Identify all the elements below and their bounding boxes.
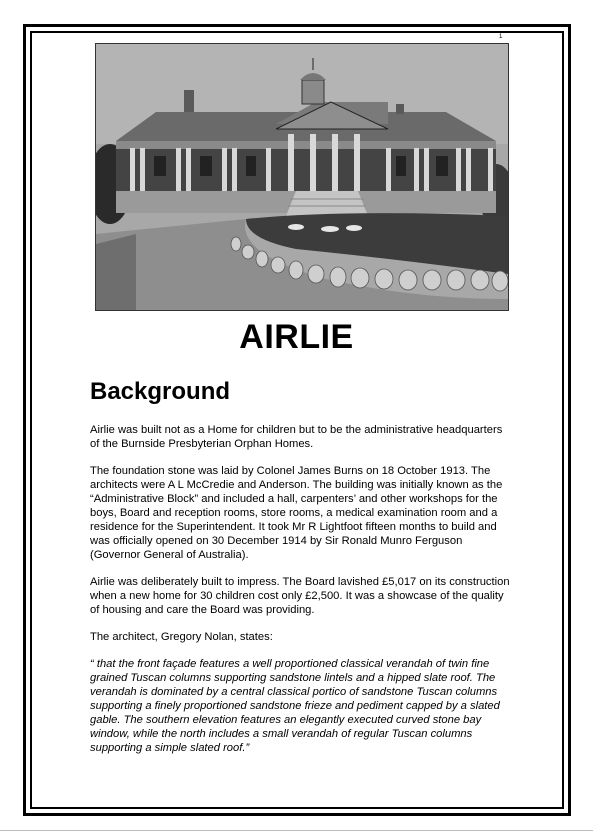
architect-quote: “ that the front façade features a well proportioned classical verandah of twin fine grained Tuscan columns supporting sandstone lintels and a hipped slate roof. The verandah is dominated by a central classical portico of sandstone Tuscan columns supporting a finely proportioned sandstone frieze and pediment capped by a slated gable. The southern elevation features an elegantly executed curved stone bay window, while the north includes a small verandah of regular Tuscan columns supporting a simple slated roof.” bbox=[90, 658, 500, 754]
paragraph-architect: The architect, Gregory Nolan, states: bbox=[90, 631, 273, 643]
paragraph-foundation: The foundation stone was laid by Colonel James Burns on 18 October 1913. The architects were A L McCredie and Anderson. The building was initially known as the “Administrative Block” and included a hall, carpenters’ and other workshops for the boys, Board and reception rooms, store rooms, a medical examination room and a residence for the Superintendent. It took Mr R Lightfoot fifteen months to build and was officially opened on 30 December 1914 by Sir Ronald Munro Ferguson (Governor General of Australia). bbox=[90, 465, 503, 561]
paragraph-intro: Airlie was built not as a Home for children but to be the administrative headquarters of the Burnside Presbyterian Orphan Homes. bbox=[90, 424, 503, 450]
paragraph-impress: Airlie was deliberately built to impress. The Board lavished £5,017 on its construction when a new home for 30 children cost only £2,500. It was a showcase of the quality of housing and care the Board was providing. bbox=[90, 576, 510, 616]
page-number: 1 bbox=[499, 34, 503, 40]
section-heading: Background bbox=[90, 378, 231, 405]
building-photo bbox=[95, 43, 509, 311]
page-title: AIRLIE bbox=[239, 318, 354, 356]
bottom-rule bbox=[0, 830, 593, 831]
